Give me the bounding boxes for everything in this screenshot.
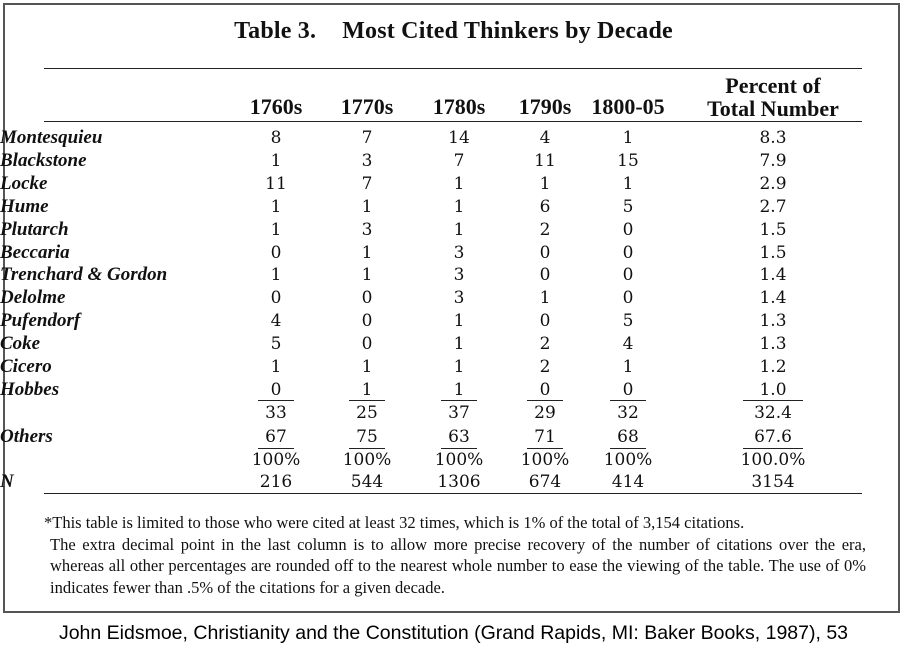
table-cell: 1 (453, 311, 465, 332)
table-cell: 0 (622, 219, 634, 240)
table-cell: 0 (622, 242, 634, 263)
table-cell: 1 (453, 219, 465, 240)
total-cell: 100% (342, 450, 392, 470)
table-cell: 5 (270, 334, 282, 355)
table-cell: 1 (453, 379, 465, 400)
table-cell: 1 (622, 128, 634, 148)
others-cell: 71 (534, 427, 556, 447)
table-cell: 1 (270, 196, 282, 217)
column-header-1760s: 1760s (249, 94, 303, 119)
table-number: Table 3. (234, 18, 317, 44)
table-cell: 11 (265, 173, 287, 194)
row-name: Montesquieu (0, 127, 103, 148)
subtotal-cell: 37 (448, 403, 470, 423)
source-caption: John Eidsmoe, Christianity and the Constitution (Grand Rapids, MI: Baker Books, 1987), 53 (58, 622, 849, 644)
table-cell: 3 (453, 265, 465, 286)
table-cell: 3 (453, 242, 465, 263)
footnote-rest: The extra decimal point in the last column is to allow more precise recovery of the number of citations over the era, whereas all other percentages are rounded off to the nearest whole number to ease the viewing of the table. The use of 0% indicates fewer than .5% of the citations for a given decade. (50, 534, 866, 597)
row-name: Hobbes (0, 378, 60, 400)
total-cell: 100% (520, 450, 570, 470)
table-cell: 0 (361, 334, 373, 355)
others-row-name: Others (0, 426, 53, 447)
table-cell: 0 (539, 265, 551, 286)
row-name: Plutarch (0, 218, 69, 240)
subtotal-cell: 32 (617, 403, 639, 423)
table-cell: 1 (539, 288, 551, 309)
column-header-1780s: 1780s (432, 94, 486, 119)
bottom-rule (44, 493, 862, 494)
percent-header-line-2: Total Number (707, 96, 839, 121)
table-cell: 0 (270, 379, 282, 400)
table-cell: 11 (534, 150, 556, 171)
subtotal-cell: 33 (265, 403, 287, 423)
n-cell: 544 (350, 472, 384, 492)
percent-cell: 8.3 (759, 128, 787, 148)
n-cell: 414 (611, 472, 645, 492)
n-percent: 3154 (751, 472, 795, 492)
others-cell: 68 (617, 427, 639, 447)
table-cell: 1 (361, 357, 373, 377)
table-title-text: Most Cited Thinkers by Decade (342, 18, 673, 44)
others-cell: 75 (356, 427, 378, 447)
table-cell: 0 (622, 288, 634, 309)
row-name: Cicero (0, 356, 52, 377)
table-cell: 1 (622, 173, 634, 194)
table-cell: 2 (539, 219, 551, 240)
table-cell: 1 (453, 173, 465, 194)
others-percent: 67.6 (754, 427, 792, 447)
percent-cell: 2.9 (759, 173, 787, 194)
sum-underline (349, 400, 385, 401)
table-cell: 3 (361, 150, 373, 171)
table-cell: 0 (361, 288, 373, 309)
total-cell: 100% (251, 450, 301, 470)
percent-cell: 1.3 (759, 334, 787, 355)
table-cell: 3 (361, 219, 373, 240)
row-name: Coke (0, 333, 41, 355)
table-cell: 1 (361, 379, 373, 400)
total-percent: 100.0% (740, 450, 806, 470)
table-cell: 1 (270, 150, 282, 171)
percent-cell: 1.3 (759, 311, 787, 332)
table-cell: 0 (361, 311, 373, 332)
row-name: Locke (0, 172, 48, 194)
table-title (0, 18, 907, 45)
table-cell: 0 (270, 242, 282, 263)
sum-underline (743, 400, 803, 401)
table-cell: 0 (622, 265, 634, 286)
top-rule (44, 68, 862, 69)
total-cell: 100% (434, 450, 484, 470)
percent-cell: 1.0 (759, 379, 787, 400)
row-name: Pufendorf (0, 310, 81, 332)
others-cell: 67 (265, 427, 287, 447)
table-cell: 1 (622, 357, 634, 377)
table-cell: 5 (622, 311, 634, 332)
column-header-1800-05: 1800-05 (591, 94, 665, 119)
table-cell: 0 (622, 379, 634, 400)
table-cell: 1 (539, 173, 551, 194)
table-cell: 1 (270, 219, 282, 240)
percent-cell: 7.9 (759, 150, 787, 171)
table-cell: 8 (270, 128, 282, 148)
n-row-name: N (0, 471, 14, 492)
row-name: Trenchard & Gordon (0, 264, 168, 286)
row-name: Beccaria (0, 241, 70, 263)
table-cell: 1 (361, 242, 373, 263)
sum-underline (527, 400, 563, 401)
table-cell: 15 (617, 150, 639, 171)
table-cell: 6 (539, 196, 551, 217)
sum-underline (610, 400, 646, 401)
n-cell: 216 (259, 472, 293, 492)
table-cell: 2 (539, 334, 551, 355)
sum-underline (441, 400, 477, 401)
table-cell: 7 (361, 173, 373, 194)
percent-cell: 1.5 (759, 219, 787, 240)
table-cell: 14 (448, 128, 470, 148)
n-cell: 1306 (437, 472, 481, 492)
table-cell: 1 (361, 196, 373, 217)
footnote-line-1: *This table is limited to those who were cited at least 32 times, which is 1% of the total of 3,154 citations. (44, 513, 745, 532)
table-cell: 4 (622, 334, 634, 355)
table-cell: 0 (270, 288, 282, 309)
table-cell: 1 (270, 357, 282, 377)
table-cell: 7 (453, 150, 465, 171)
column-header-1790s: 1790s (518, 94, 572, 119)
table-cell: 4 (539, 128, 551, 148)
percent-cell: 1.2 (759, 357, 787, 377)
table-cell: 7 (361, 128, 373, 148)
table-cell: 1 (453, 334, 465, 355)
percent-cell: 1.4 (759, 265, 787, 286)
total-cell: 100% (603, 450, 653, 470)
table-cell: 1 (361, 265, 373, 286)
table-cell: 3 (453, 288, 465, 309)
footnote (44, 512, 866, 598)
row-name: Delolme (0, 287, 66, 309)
table-cell: 1 (270, 265, 282, 286)
percent-header-line-1: Percent of (725, 73, 821, 98)
subtotal-cell: 29 (534, 403, 556, 423)
table-cell: 4 (270, 311, 282, 332)
percent-cell: 2.7 (759, 196, 787, 217)
table-cell: 1 (453, 196, 465, 217)
header-rule (44, 121, 862, 122)
table-cell: 0 (539, 379, 551, 400)
table-cell: 1 (453, 357, 465, 377)
table-cell: 2 (539, 357, 551, 377)
table-cell: 0 (539, 311, 551, 332)
subtotal-cell: 25 (356, 403, 378, 423)
row-name: Blackstone (0, 149, 87, 171)
sum-underline (258, 400, 294, 401)
others-cell: 63 (448, 427, 470, 447)
percent-cell: 1.5 (759, 242, 787, 263)
percent-cell: 1.4 (759, 288, 787, 309)
row-name: Hume (0, 195, 49, 217)
n-cell: 674 (528, 472, 562, 492)
table-cell: 0 (539, 242, 551, 263)
subtotal-percent: 32.4 (754, 403, 792, 423)
table-cell: 5 (622, 196, 634, 217)
column-header-1770s: 1770s (340, 94, 394, 119)
